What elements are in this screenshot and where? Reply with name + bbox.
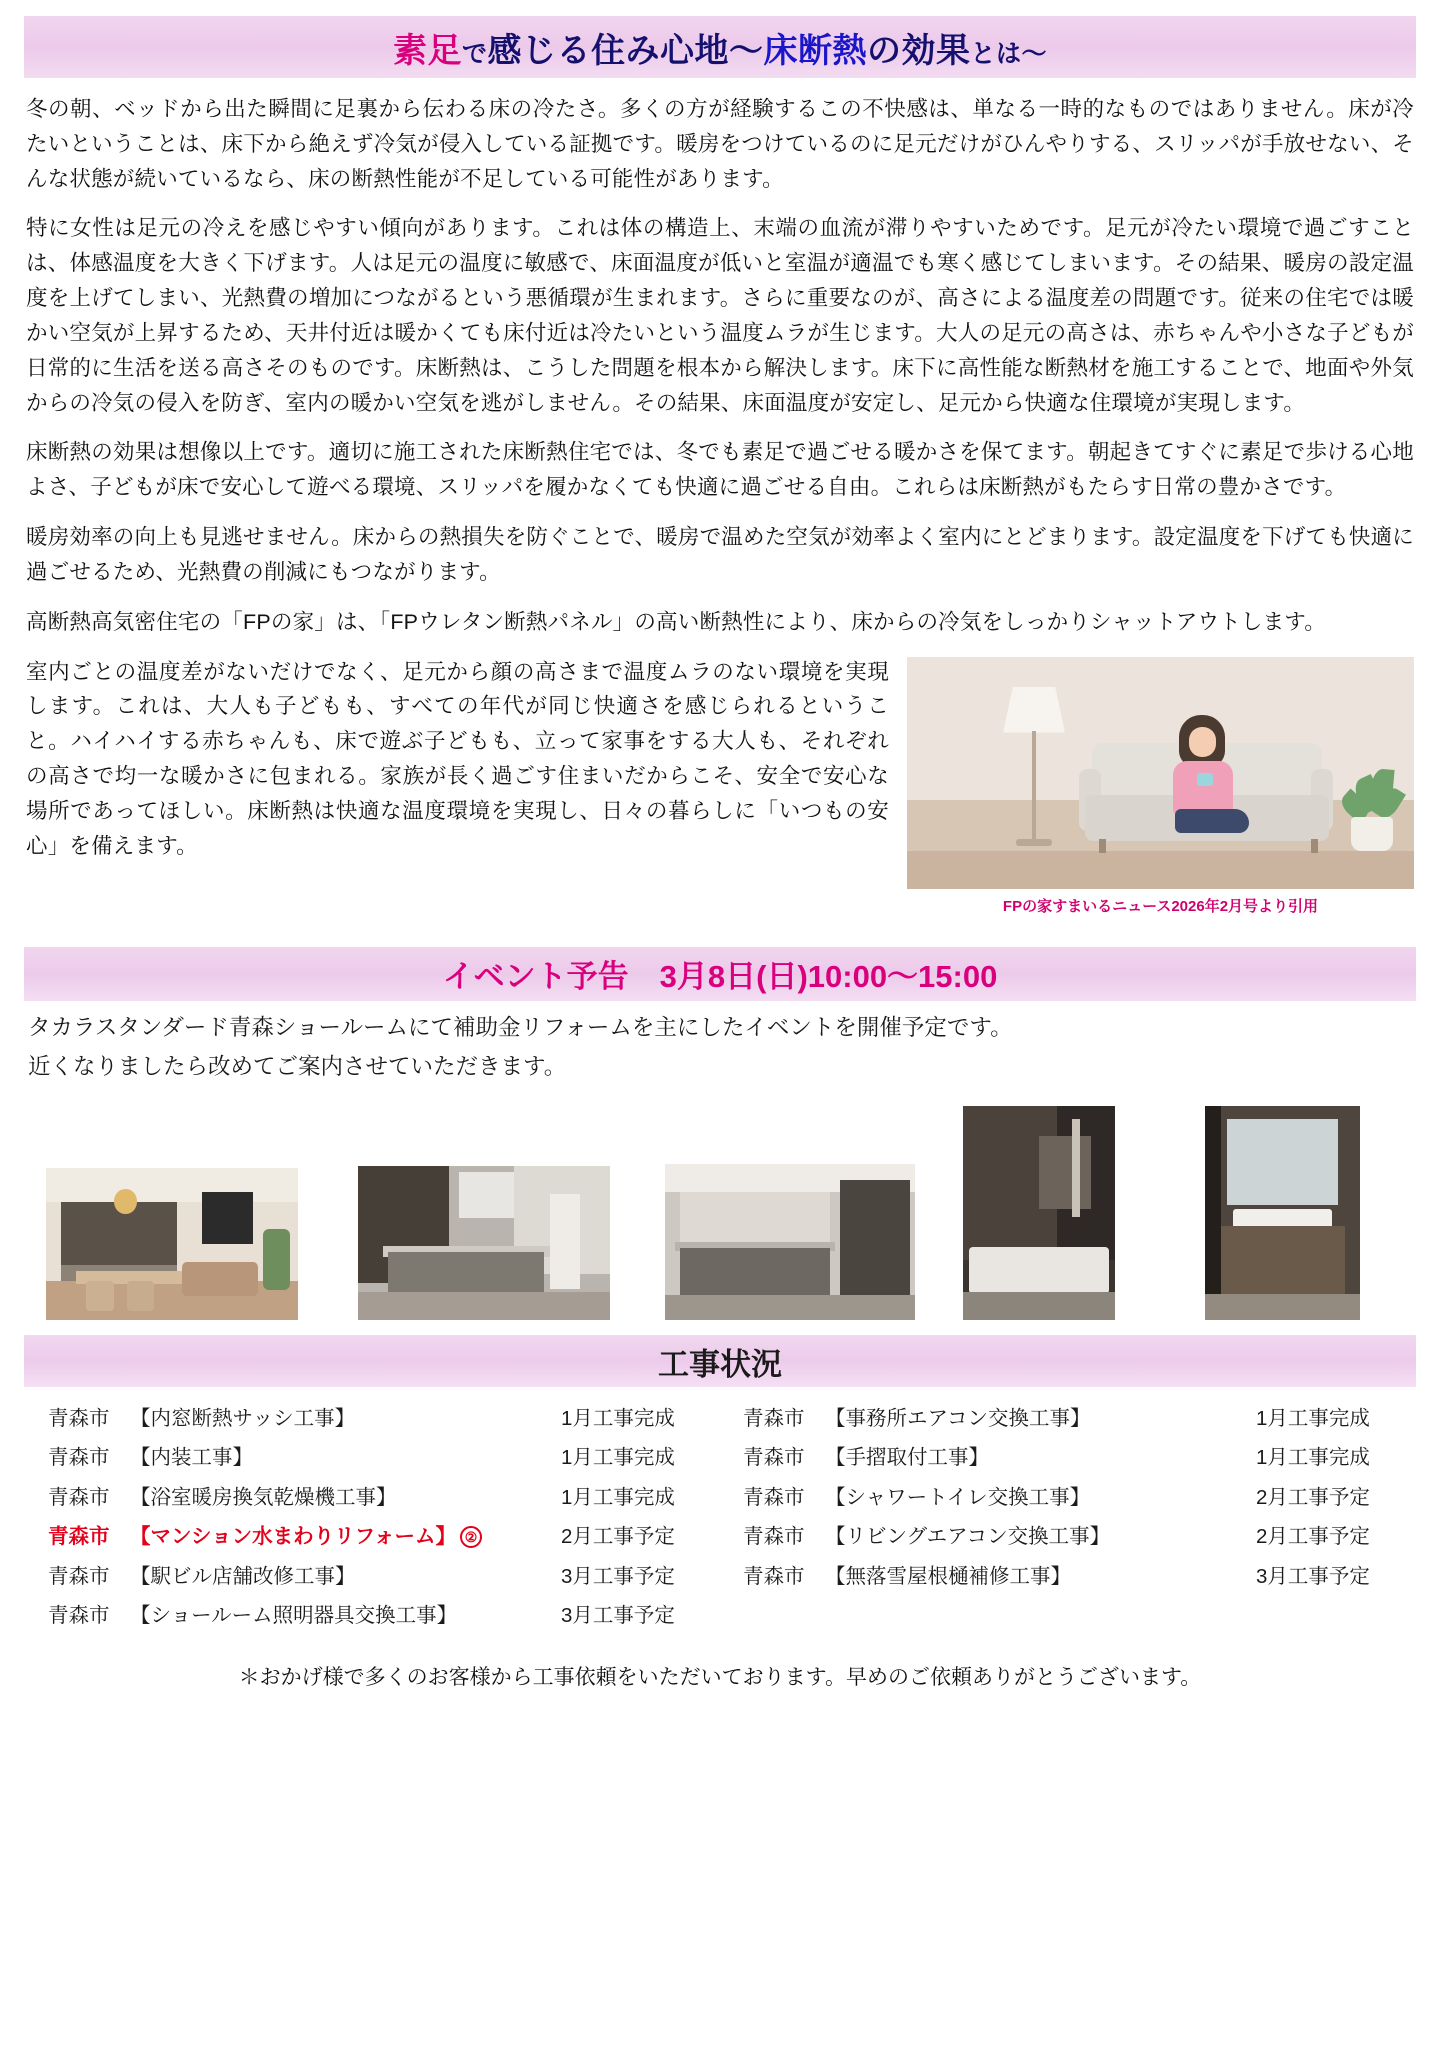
showroom-photo-strip: [0, 1096, 1440, 1321]
row-city: 青森市: [48, 1407, 110, 1431]
title-segment-3: 感じる住み心地～: [487, 31, 764, 70]
row-work-label: 【マンション水まわりリフォーム】: [130, 1525, 457, 1549]
row-city: 青森市: [743, 1485, 805, 1509]
construction-status-table: [34, 1399, 1406, 1635]
table-row: [729, 1438, 1406, 1477]
row-city: 青森市: [743, 1407, 805, 1431]
showroom-kitchen-photo-1: [358, 1166, 610, 1320]
row-city: 青森市: [743, 1564, 805, 1588]
article-paragraph: 高断熱高気密住宅の「FPの家」は、「FPウレタン断熱パネル」の高い断熱性により、床からの冷気をしっかりシャットアウトします。: [26, 609, 1326, 634]
living-room-illustration: [907, 657, 1414, 889]
title-segment-2: で: [461, 39, 488, 68]
row-city: 青森市: [743, 1525, 805, 1549]
sofa-leg-left: [1099, 839, 1106, 853]
lamp-pole: [1032, 731, 1036, 841]
table-row: [34, 1557, 711, 1596]
table-row: [729, 1399, 1406, 1438]
row-status: 1月工事完成: [561, 1485, 675, 1509]
construction-status-right-column: [729, 1399, 1406, 1635]
showroom-living-dining-photo: [46, 1168, 298, 1320]
article-paragraph: 冬の朝、ベッドから出た瞬間に足裏から伝わる床の冷たさ。多くの方が経験するこの不快感は、単なる一時的なものではありません。床が冷たいということは、床下から絶えず冷気が侵入している証拠です。暖房をつけているのに足元だけがひんやりする、スリッパが手放せない、そんな状態が続いているなら、床の断熱性能が不足している可能性があります。: [26, 97, 1414, 191]
construction-status-band: [24, 1335, 1416, 1387]
row-status: 3月工事予定: [561, 1564, 675, 1588]
plant-pot: [1351, 817, 1393, 851]
row-work: [130, 1517, 561, 1556]
row-city: 青森市: [48, 1525, 110, 1549]
article-body: [0, 78, 1440, 925]
showroom-bathroom-photo: [963, 1106, 1115, 1320]
construction-footnote: ＊おかげ様で多くのお客様から工事依頼をいただいております。早めのご依頼ありがとうございます。: [238, 1666, 1202, 1690]
construction-status-heading: 工事状況: [658, 1346, 782, 1382]
row-work: 【ショールーム照明器具交換工事】: [130, 1603, 458, 1627]
row-status: 2月工事予定: [561, 1525, 675, 1549]
article-illustration-row: [26, 655, 1414, 925]
table-row: [729, 1517, 1406, 1556]
row-work: 【無落雪屋根樋補修工事】: [825, 1564, 1071, 1588]
title-segment-1: 素足: [392, 31, 462, 70]
row-status: 3月工事予定: [561, 1603, 675, 1627]
row-work: 【内窓断熱サッシ工事】: [130, 1407, 356, 1431]
article-paragraph: 室内ごとの温度差がないだけでなく、足元から顔の高さまで温度ムラのない環境を実現します。これは、大人も子どもも、すべての年代が同じ快適さを感じられるということ。ハイハイする赤ちゃんも、床で遊ぶ子どもも、立って家事をする大人も、それぞれの高さで均一な暖かさに包まれる。家族が長く過ごす住まいだからこそ、安全で安心な場所であってほしい。床断熱は快適な温度環境を実現し、日々の暮らしに「いつもの安心」を備えます。: [26, 659, 889, 858]
row-work: 【駅ビル店舗改修工事】: [130, 1564, 356, 1588]
page-title: [393, 23, 1047, 72]
table-row-highlighted: [34, 1517, 711, 1556]
event-description: [0, 1001, 1440, 1085]
row-work: 【シャワートイレ交換工事】: [825, 1485, 1091, 1509]
row-city: 青森市: [743, 1446, 805, 1470]
row-status: 2月工事予定: [1256, 1485, 1370, 1509]
table-row: [34, 1438, 711, 1477]
illustration-rug: [907, 851, 1414, 888]
construction-status-left-column: [34, 1399, 711, 1635]
row-status: 2月工事予定: [1256, 1525, 1370, 1549]
illustration-caption: FPの家すまいるニュース2026年2月号より引用: [1002, 897, 1319, 915]
row-status: 3月工事予定: [1256, 1564, 1370, 1588]
row-city: 青森市: [48, 1446, 110, 1470]
showroom-vanity-photo: [1205, 1106, 1360, 1320]
title-segment-4: 床断熱: [763, 31, 867, 70]
table-row: [34, 1478, 711, 1517]
title-segment-6: とは～: [970, 39, 1048, 68]
row-work: 【リビングエアコン交換工事】: [825, 1525, 1111, 1549]
row-status: 1月工事完成: [561, 1407, 675, 1431]
table-row: [729, 1478, 1406, 1517]
newsletter-page: [0, 16, 1440, 2057]
row-city: 青森市: [48, 1485, 110, 1509]
row-city: 青森市: [48, 1564, 110, 1588]
article-paragraph: 暖房効率の向上も見逃せません。床からの熱損失を防ぐことで、暖房で温めた空気が効率よく室内にとどまります。設定温度を下げても快適に過ごせるため、光熱費の削減にもつながります。: [26, 525, 1414, 584]
row-work: 【事務所エアコン交換工事】: [825, 1407, 1091, 1431]
floor-lamp-icon: [1003, 687, 1065, 733]
table-row: [34, 1399, 711, 1438]
row-work: 【手摺取付工事】: [825, 1446, 989, 1470]
lamp-base: [1016, 839, 1052, 846]
article-title-band: [24, 16, 1416, 78]
table-row: [34, 1596, 711, 1635]
coffee-cup-icon: [1197, 773, 1213, 786]
article-paragraph: 床断熱の効果は想像以上です。適切に施工された床断熱住宅では、冬でも素足で過ごせる暖かさを保てます。朝起きてすぐに素足で歩ける心地よさ、子どもが床で安心して遊べる環境、スリッパを履かなくても快適に過ごせる自由。これらは床断熱がもたらす日常の豊かさです。: [26, 440, 1414, 500]
person-face: [1189, 727, 1216, 757]
table-row: [729, 1557, 1406, 1596]
person-legs: [1175, 809, 1249, 833]
showroom-kitchen-photo-2: [665, 1164, 915, 1320]
event-announcement-band: [24, 947, 1416, 1001]
row-status: 1月工事完成: [561, 1446, 675, 1470]
sofa-leg-right: [1311, 839, 1318, 853]
row-status: 1月工事完成: [1256, 1446, 1370, 1470]
row-badge: ②: [460, 1526, 482, 1548]
event-line-1: タカラスタンダード青森ショールームにて補助金リフォームを主にしたイベントを開催予定です。: [28, 1014, 1013, 1040]
person-body: [1173, 761, 1233, 815]
row-status: 1月工事完成: [1256, 1407, 1370, 1431]
article-paragraph: 特に女性は足元の冷えを感じやすい傾向があります。これは体の構造上、末端の血流が滞りやすいためです。足元が冷たい環境で過ごすことは、体感温度を大きく下げます。人は足元の温度に敏感で、床面温度が低いと室温が適温でも寒く感じてしまいます。その結果、暖房の設定温度を上げてしまい、光熱費の増加につながるという悪循環が生まれます。さらに重要なのが、高さによる温度差の問題です。従来の住宅では暖かい空気が上昇するため、天井付近は暖かくても床付近は冷たいという温度ムラが生じます。大人の足元の高さは、赤ちゃんや小さな子どもが日常的に生活を送る高さそのものです。床断熱は、こうした問題を根本から解決します。床下に高性能な断熱材を施工することで、地面や外気からの冷気の侵入を防ぎ、室内の暖かい空気を逃がしません。その結果、床面温度が安定し、足元から快適な住環境が実現します。: [26, 216, 1414, 415]
title-segment-5: の効果: [867, 31, 971, 70]
row-work: 【浴室暖房換気乾燥機工事】: [130, 1485, 397, 1509]
row-city: 青森市: [48, 1603, 110, 1627]
row-work: 【内装工事】: [130, 1446, 253, 1470]
event-heading: イベント予告 3月8日(日)10:00～15:00: [442, 959, 998, 995]
event-line-2: 近くなりましたら改めてご案内させていただきます。: [28, 1054, 567, 1080]
